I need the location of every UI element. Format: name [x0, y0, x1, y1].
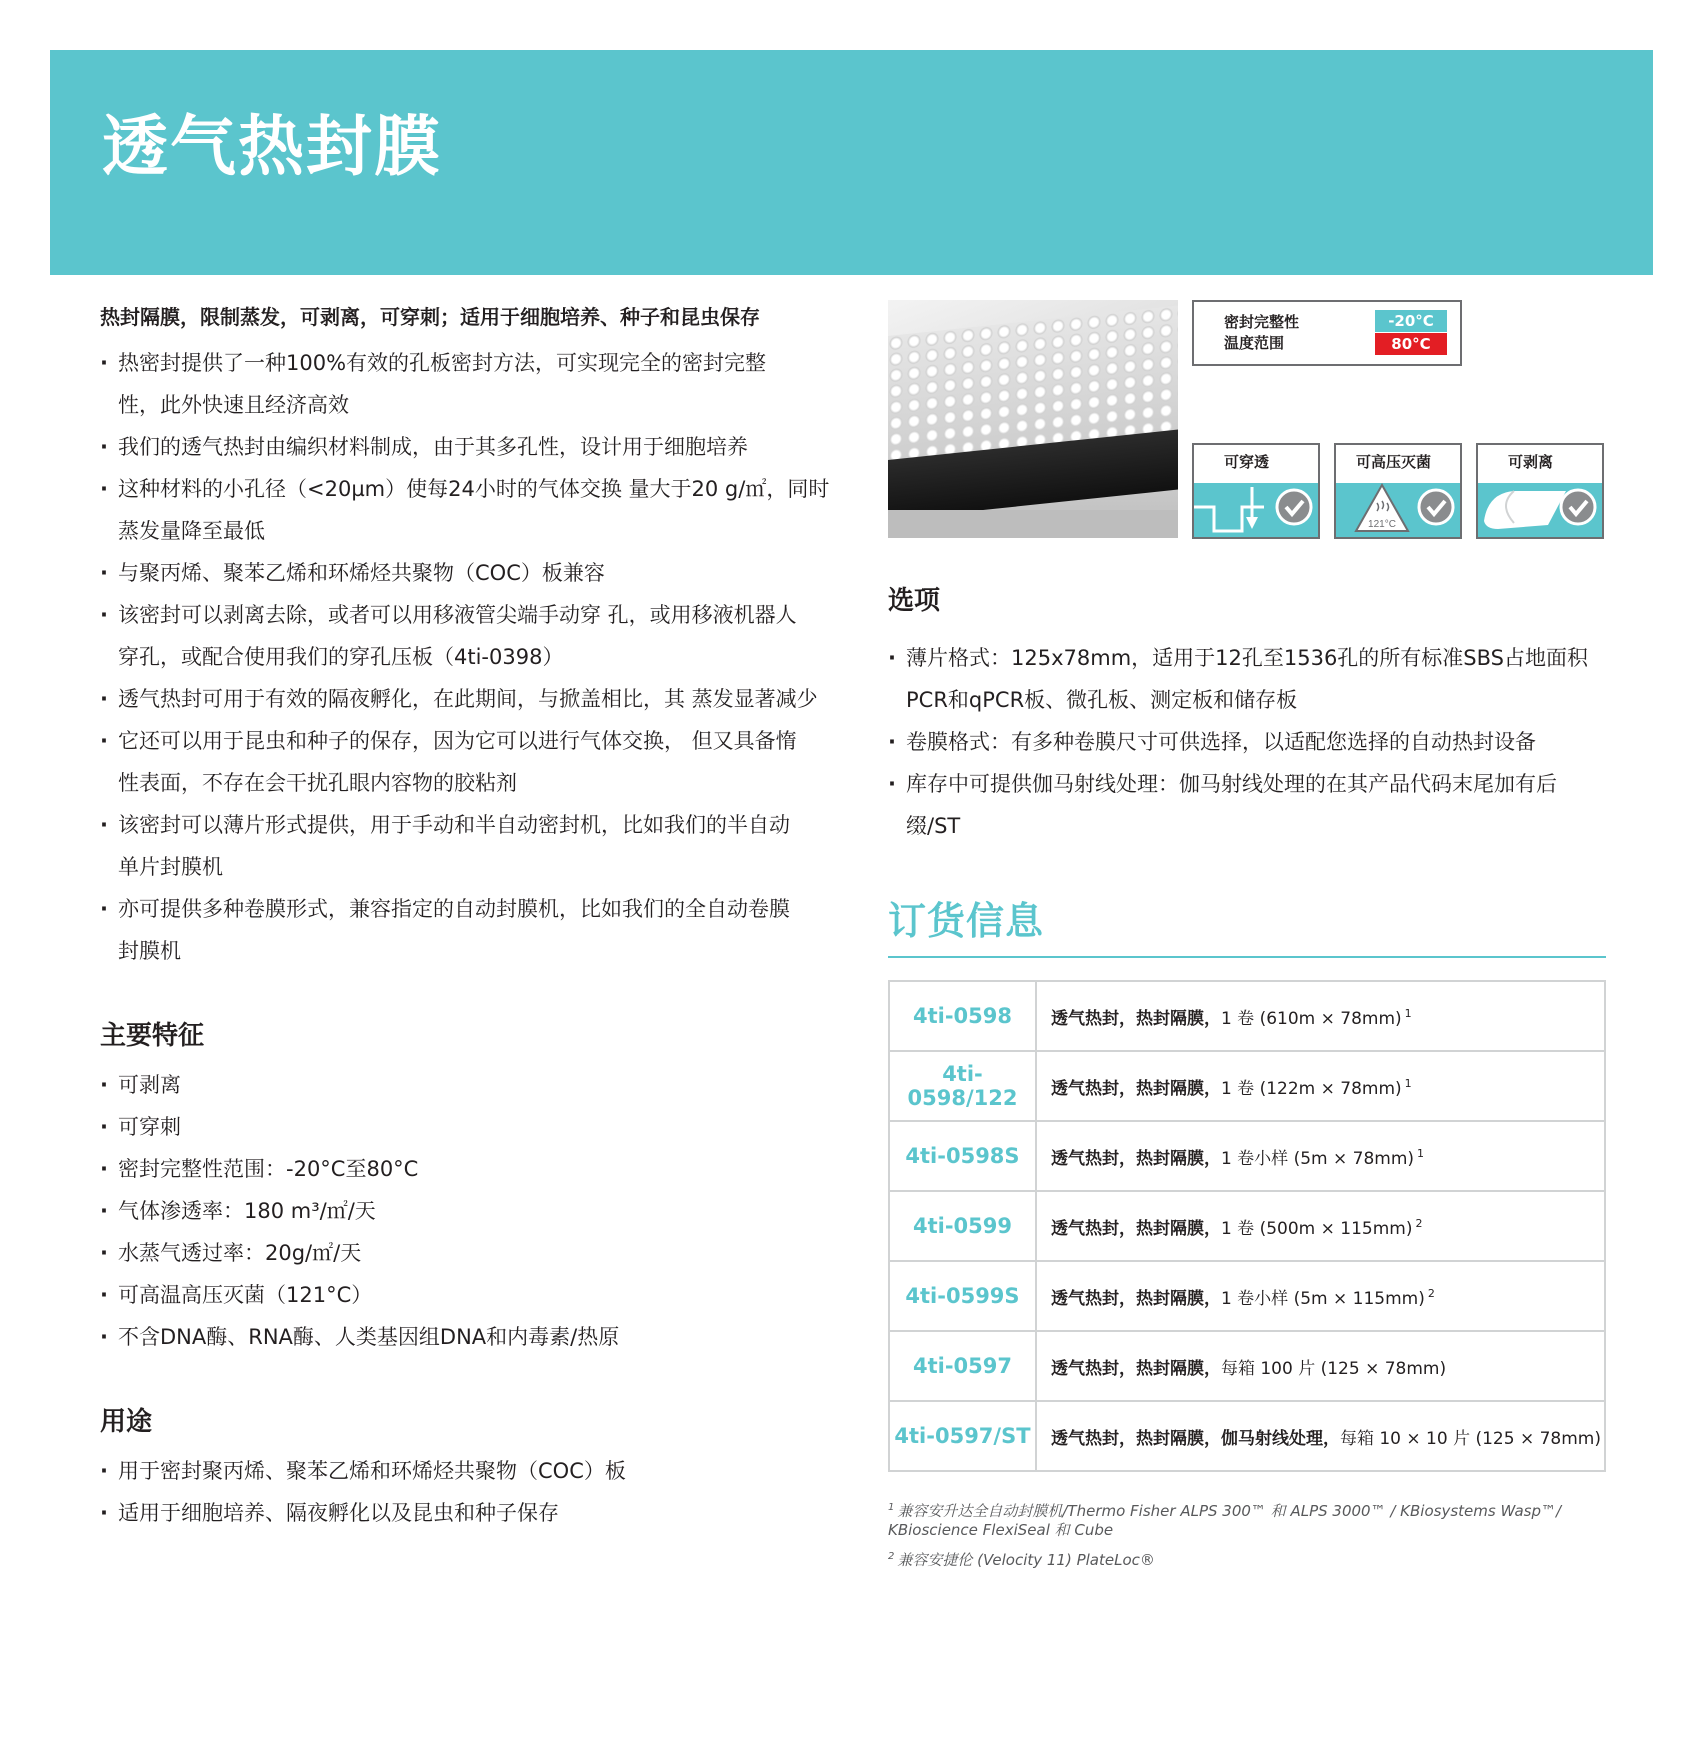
product-code: 4ti-0599S: [889, 1261, 1036, 1331]
product-name: 透气热封，热封隔膜，伽马射线处理，: [1050, 1428, 1340, 1449]
order-row: [889, 1401, 1605, 1471]
product-name: 透气热封，热封隔膜，: [1050, 1288, 1221, 1309]
feature-item: · 可高温高压灭菌（121°C）: [100, 1274, 830, 1316]
peelable-label: 可剥离: [1508, 453, 1554, 471]
order-row: [889, 1121, 1605, 1191]
footnote-mark: 1: [1404, 1006, 1412, 1020]
order-row: [889, 1331, 1605, 1401]
intro-line: 穿孔，或配合使用我们的穿孔压板（4ti-0398）: [118, 645, 564, 669]
intro-line: 蒸发量降至最低: [118, 519, 265, 543]
product-pack-size: 1 卷小样 (5m × 115mm): [1220, 1288, 1425, 1309]
product-name: 透气热封，热封隔膜，: [1050, 1008, 1221, 1029]
product-photo: [888, 300, 1178, 538]
pierceable-badge: [1192, 443, 1320, 539]
uses-heading: 用途: [100, 1407, 153, 1437]
product-description: [1036, 1261, 1605, 1331]
ordering-info-title: 订货信息: [888, 899, 1045, 943]
options-heading: 选项: [888, 586, 941, 616]
feature-item: · 水蒸气透过率：20g/㎡/天: [100, 1232, 830, 1274]
footnote-mark: 1: [1404, 1076, 1412, 1090]
product-code: 4ti-0598: [889, 981, 1036, 1051]
footnote: $^1$ 兼容安升达全自动封膜机/Thermo Fisher ALPS 300™ 和 ALPS 3000™ / KBiosystems Wasp™/ KBioscience FlexiSeal 和 Cube: [888, 1502, 1562, 1539]
product-description: [1036, 1401, 1605, 1471]
order-row: [889, 981, 1605, 1051]
autoclavable-badge: [1334, 443, 1462, 539]
peel-icon: [1478, 483, 1602, 537]
product-code: 4ti-0598/122: [889, 1051, 1036, 1121]
use-item: · 适用于细胞培养、隔夜孵化以及昆虫和种子保存: [100, 1492, 830, 1534]
autoclavable-label: 可高压灭菌: [1356, 453, 1432, 471]
product-name: 透气热封，热封隔膜，: [1050, 1218, 1221, 1239]
left-column: [100, 300, 830, 1534]
intro-line: 性表面，不存在会干扰孔眼内容物的胶粘剂: [118, 771, 517, 795]
intro-line: · 我们的透气热封由编织材料制成，由于其多孔性，设计用于细胞培养: [100, 426, 830, 468]
order-row: [889, 1191, 1605, 1261]
option-line: 缀/ST: [906, 814, 961, 838]
temperature-range-box: [1192, 300, 1462, 366]
pierce-icon: [1194, 483, 1318, 537]
features-heading: 主要特征: [100, 1021, 205, 1051]
product-code: 4ti-0598S: [889, 1121, 1036, 1191]
intro-line: 单片封膜机: [118, 855, 223, 879]
temp-range-label: 密封完整性 温度范围: [1224, 313, 1300, 352]
option-line: · 薄片格式：125x78mm，适用于12孔至1536孔的所有标准SBS占地面积: [888, 637, 1608, 679]
intro-list: [100, 342, 830, 972]
pierceable-label: 可穿透: [1224, 453, 1270, 471]
product-description: [1036, 1191, 1605, 1261]
option-line: · 库存中可提供伽马射线处理：伽马射线处理的在其产品代码末尾加有后: [888, 763, 1608, 805]
product-pack-size: 1 卷 (122m × 78mm): [1220, 1078, 1402, 1099]
ordering-table: [888, 980, 1606, 1472]
features-list: [100, 1064, 830, 1358]
uses-list: [100, 1450, 830, 1534]
product-name: 透气热封，热封隔膜，: [1050, 1358, 1221, 1379]
intro-line: · 该密封可以薄片形式提供，用于手动和半自动密封机，比如我们的半自动: [100, 804, 830, 846]
use-item: · 用于密封聚丙烯、聚苯乙烯和环烯烃共聚物（COC）板: [100, 1450, 830, 1492]
product-name: 透气热封，热封隔膜，: [1050, 1148, 1221, 1169]
product-pack-size: 1 卷小样 (5m × 78mm): [1220, 1148, 1415, 1169]
temp-high-badge: 80°C: [1375, 333, 1447, 355]
product-pack-size: 每箱 100 片 (125 × 78mm): [1220, 1358, 1447, 1379]
product-pack-size: 1 卷 (610m × 78mm): [1220, 1008, 1402, 1029]
order-row: [889, 1261, 1605, 1331]
page-title: 透气热封膜: [102, 108, 442, 185]
intro-line: · 亦可提供多种卷膜形式，兼容指定的自动封膜机，比如我们的全自动卷膜: [100, 888, 830, 930]
intro-line: 封膜机: [118, 939, 181, 963]
footnote-mark: 2: [1427, 1286, 1435, 1300]
option-line: PCR和qPCR板、微孔板、测定板和储存板: [906, 688, 1298, 712]
peelable-badge: [1476, 443, 1604, 539]
title-banner: [50, 50, 1653, 275]
product-pack-size: 每箱 10 × 10 片 (125 × 78mm): [1339, 1428, 1601, 1449]
product-description: [1036, 1051, 1605, 1121]
intro-line: · 热密封提供了一种100%有效的孔板密封方法，可实现完全的密封完整: [100, 342, 830, 384]
feature-item: · 密封完整性范围：-20°C至80°C: [100, 1148, 830, 1190]
temp-low-badge: -20°C: [1375, 310, 1447, 332]
ordering-divider: [888, 956, 1606, 958]
product-code: 4ti-0597/ST: [889, 1401, 1036, 1471]
autoclave-icon: [1336, 483, 1460, 537]
option-line: · 卷膜格式：有多种卷膜尺寸可供选择，以适配您选择的自动热封设备: [888, 721, 1608, 763]
order-row: [889, 1051, 1605, 1121]
feature-item: · 不含DNA酶、RNA酶、人类基因组DNA和内毒素/热原: [100, 1316, 830, 1358]
footnote-mark: 2: [1415, 1216, 1423, 1230]
product-subtitle: 热封隔膜，限制蒸发，可剥离，可穿刺；适用于细胞培养、种子和昆虫保存: [100, 305, 760, 329]
feature-item: · 可穿刺: [100, 1106, 830, 1148]
product-name: 透气热封，热封隔膜，: [1050, 1078, 1221, 1099]
intro-line: · 透气热封可用于有效的隔夜孵化，在此期间，与掀盖相比，其 蒸发显著减少: [100, 678, 830, 720]
intro-line: · 这种材料的小孔径（<20µm）使每24小时的气体交换 量大于20 g/㎡，同时: [100, 468, 830, 510]
product-description: [1036, 1121, 1605, 1191]
product-pack-size: 1 卷 (500m × 115mm): [1220, 1218, 1413, 1239]
intro-line: · 该密封可以剥离去除，或者可以用移液管尖端手动穿 孔，或用移液机器人: [100, 594, 830, 636]
feature-item: · 气体渗透率：180 m³/㎡/天: [100, 1190, 830, 1232]
footnote: $^2$ 兼容安捷伦 (Velocity 11) PlateLoc®: [888, 1551, 1155, 1569]
feature-item: · 可剥离: [100, 1064, 830, 1106]
intro-line: · 与聚丙烯、聚苯乙烯和环烯烃共聚物（COC）板兼容: [100, 552, 830, 594]
product-code: 4ti-0597: [889, 1331, 1036, 1401]
intro-line: 性，此外快速且经济高效: [118, 393, 349, 417]
autoclave-temp: 121°C: [1368, 519, 1396, 530]
options-list: [888, 637, 1608, 847]
product-description: [1036, 1331, 1605, 1401]
intro-line: · 它还可以用于昆虫和种子的保存，因为它可以进行气体交换， 但又具备惰: [100, 720, 830, 762]
product-code: 4ti-0599: [889, 1191, 1036, 1261]
footnote-mark: 1: [1417, 1146, 1425, 1160]
product-description: [1036, 981, 1605, 1051]
footnotes: [888, 1498, 1606, 1577]
